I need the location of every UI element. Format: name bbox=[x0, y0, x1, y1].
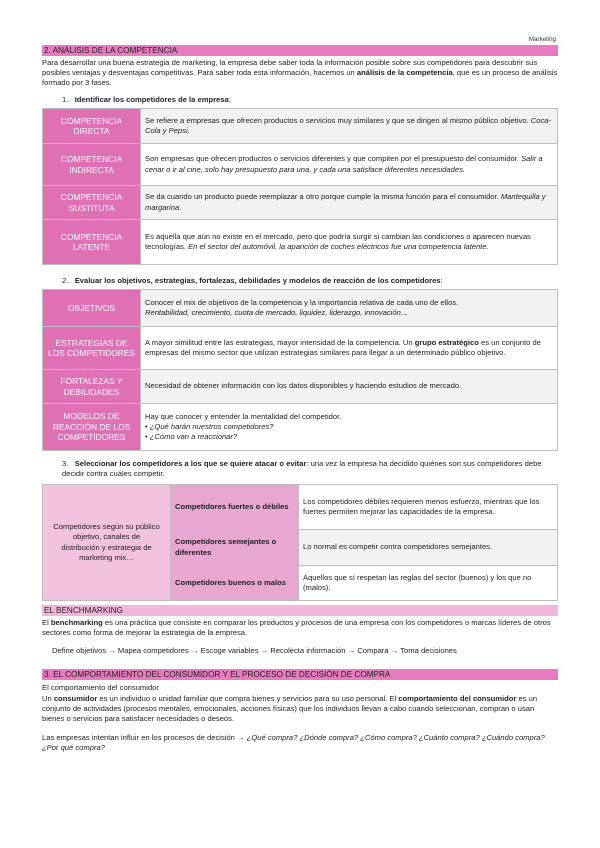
estrategias-text: A mayor similitud entre las estrategias, mayor intensidad de la competencia. Un grupo estratégico es un conjunto de empresas del mismo sector que utilizan estrategias similares para llegar a un determinado público objetivo. bbox=[141, 327, 558, 370]
competencia-directa-text: Se refiere a empresas que ofrecen productos o servicios muy similares y que se dirigen al mismo público objetivo. Coca-Cola y Pepsi. bbox=[141, 109, 558, 144]
select-text-cell: Los competidores débiles requieren menos esfuerzo, mientras que los fuertes permiten mejorar las capacidades de la empresa. bbox=[299, 485, 558, 530]
competencia-indirecta-label: COMPETENCIA INDIRECTA bbox=[43, 144, 141, 186]
table-row bbox=[43, 290, 558, 327]
step-3-heading: 3. Seleccionar los competidores a los que se quiere atacar o evitar: una vez la empresa ha decidido quiénes son sus competidores debe decidir contra cuáles competir. bbox=[62, 459, 542, 479]
consumer-behaviour-subtitle: El comportamiento del consumidor bbox=[42, 683, 159, 692]
table-row bbox=[43, 109, 558, 144]
arrow-icon: → bbox=[260, 646, 269, 655]
benchmarking-paragraph: El benchmarking es una práctica que consiste en comparar los productos y procesos de una empresa con los competidores o marcas líderes de otros sectores como forma de mejorar la estrategia de la empresa. bbox=[42, 618, 551, 638]
competencia-sustituta-label: COMPETENCIA SUSTITUTA bbox=[43, 186, 141, 220]
arrow-icon: → bbox=[108, 646, 116, 655]
select-type-cell: Competidores semejantes o diferentes bbox=[171, 530, 299, 566]
select-type-cell: Competidores fuertes o débiles bbox=[171, 485, 299, 530]
benchmarking-title: EL BENCHMARKING bbox=[42, 605, 558, 616]
competencia-indirecta-text: Son empresas que ofrecen productos o servicios diferentes y que compiten por el presupuesto del consumidor. Salir a cenar o ir al cine, solo hay presupuesto para una, y cada una satisface diferentes necesidades. bbox=[141, 144, 558, 186]
arrow-icon: → bbox=[347, 646, 356, 655]
header-tag: Marketing bbox=[528, 36, 556, 43]
select-text-cell: Lo normal es competir contra competidores semejantes. bbox=[299, 530, 558, 566]
table-row bbox=[43, 144, 558, 186]
fortalezas-label: FORTALEZAS Y DEBILIDADES bbox=[43, 370, 141, 404]
competencia-sustituta-text: Se da cuando un producto puede reemplazar a otro porque cumple la misma función para el consumidor. Mantequilla y margarina. bbox=[141, 186, 558, 220]
competitors-table bbox=[42, 108, 558, 265]
modelos-text: Hay que conocer y entender la mentalidad del competidor. • ¿Qué harán nuestros competidores? • ¿Cómo van a reaccionar? bbox=[141, 404, 558, 451]
objetivos-text: Conocer el mix de objetivos de la competencia y la importancia relativa de cada uno de ellos. Rentabilidad, crecimiento, cuota de mercado, liquidez, liderazgo, innovación… bbox=[141, 290, 558, 327]
section-3-title: 3. EL COMPORTAMIENTO DEL CONSUMIDOR Y EL PROCESO DE DECISIÓN DE COMPRA bbox=[42, 669, 558, 680]
step-item: Escoge variables bbox=[200, 646, 259, 655]
arrow-icon: → bbox=[390, 646, 399, 655]
competencia-latente-text: Es aquella que aún no existe en el mercado, pero que podría surgir si cambian las condiciones o aparecen nuevas tecnologías. En el sector del automóvil, la aparición de coches eléctricos fue una competencia latente. bbox=[141, 220, 558, 265]
step-item: Recolecta información bbox=[270, 646, 346, 655]
intro-paragraph: Para desarrollar una buena estrategia de marketing, la empresa debe saber toda la información posible sobre sus competidores para descubrir sus posibles ventajas y desventajas competitivas. Para saber toda esta información, hacemos un análisis de la competencia, que es un proceso de análisis formado por 3 fases. bbox=[42, 58, 558, 88]
table-row bbox=[43, 220, 558, 265]
benchmarking-steps bbox=[52, 646, 558, 656]
modelos-label: MODELOS DE REACCIÓN DE LOS COMPETIDORES bbox=[43, 404, 141, 451]
decision-paragraph: Las empresas intentan influir en los procesos de decisión → ¿Qué compra? ¿Dónde compra? ¿Cómo compra? ¿Cuánto compra? ¿Cuándo compra? ¿Por qué compra? bbox=[42, 733, 545, 753]
select-competitors-table bbox=[42, 484, 558, 601]
fortalezas-text: Necesidad de obtener información con los datos disponibles y haciendo estudios de mercado. bbox=[141, 370, 558, 404]
step-2-heading: 2. Evaluar los objetivos, estrategias, fortalezas, debilidades y modelos de reacción de los competidores: bbox=[62, 276, 443, 285]
competencia-latente-label: COMPETENCIA LATENTE bbox=[43, 220, 141, 265]
table-row bbox=[43, 485, 558, 530]
section-title: 2. ANÁLISIS DE LA COMPETENCIA bbox=[42, 45, 558, 56]
step-item: Toma decisiones bbox=[400, 646, 457, 655]
arrow-icon: → bbox=[190, 646, 199, 655]
step-item: Define objetivos bbox=[52, 646, 107, 655]
step-item: Mapea competidores bbox=[117, 646, 189, 655]
select-type-cell: Competidores buenos o malos bbox=[171, 566, 299, 601]
consumer-paragraph: Un consumidor es un individuo o unidad familiar que compra bienes y servicios para su uso personal. El comportamiento del consumidor es un conjunto de actividades (procesos mentales, emocionales, acciones físicas) que los individuos llevan a cabo cuando seleccionan, compran o usan bienes o servicios para satisfacer necesidades o deseos. bbox=[42, 694, 538, 724]
step-1-heading: 1. Identificar los competidores de la empresa: bbox=[62, 95, 231, 104]
estrategias-label: ESTRATEGIAS DE LOS COMPETIDORES bbox=[43, 327, 141, 370]
table-row bbox=[43, 404, 558, 451]
step-item: Compara bbox=[357, 646, 389, 655]
competencia-directa-label: COMPETENCIA DIRECTA bbox=[43, 109, 141, 144]
objetivos-label: OBJETIVOS bbox=[43, 290, 141, 327]
select-text-cell: Aquellos que sí respetan las reglas del sector (buenos) y los que no (malos). bbox=[299, 566, 558, 601]
evaluation-table bbox=[42, 289, 558, 451]
select-left-cell: Competidores según su público objetivo, canales de distribución y estrategia de marketing mix… bbox=[43, 485, 171, 601]
table-row bbox=[43, 370, 558, 404]
table-row bbox=[43, 186, 558, 220]
table-row bbox=[43, 327, 558, 370]
